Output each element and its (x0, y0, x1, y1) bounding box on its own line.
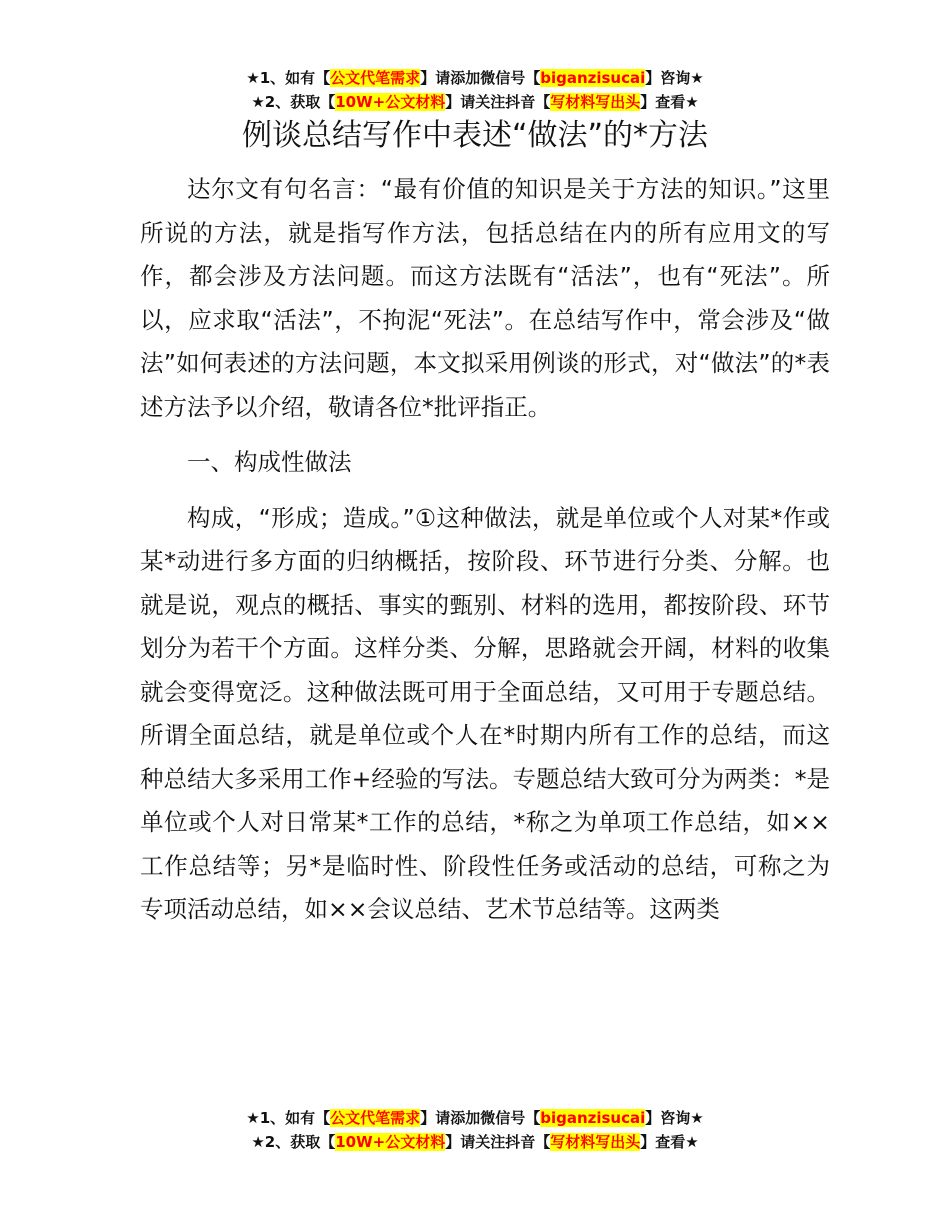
promo-highlight-materials: 10W+公文材料 (335, 1133, 446, 1151)
promo-text: ★1、如有【 (246, 69, 331, 87)
promo-highlight-wechat-id: biganzisucai (540, 69, 646, 87)
promo-highlight-douyin: 写材料写出头 (550, 1133, 641, 1151)
top-promo-banner (0, 66, 950, 114)
promo-highlight-wechat-id: biganzisucai (540, 1109, 646, 1127)
promo-text: 】请关注抖音【 (445, 1133, 551, 1151)
promo-highlight-ghostwriting: 公文代笔需求 (330, 69, 421, 87)
promo-line-materials (0, 1130, 950, 1154)
promo-highlight-ghostwriting: 公文代笔需求 (330, 1109, 421, 1127)
promo-text: 】请添加微信号【 (420, 69, 541, 87)
promo-text: ★2、获取【 (251, 1133, 336, 1151)
promo-text: 】请添加微信号【 (420, 1109, 541, 1127)
bottom-promo-banner (0, 1106, 950, 1154)
promo-text: 】查看★ (640, 1133, 699, 1151)
promo-line-materials (0, 90, 950, 114)
promo-text: 】请关注抖音【 (445, 93, 551, 111)
promo-text: ★2、获取【 (251, 93, 336, 111)
document-title: 例谈总结写作中表述“做法”的*方法 (241, 118, 709, 153)
body-paragraph-intro: 达尔文有句名言：“最有价值的知识是关于方法的知识。”这里所说的方法，就是指写作方法，包括总结在内的所有应用文的写作，都会涉及方法问题。而这方法既有“活法”，也有“死法”。所以，应求取“活法”，不拘泥“死法”。在总结写作中，常会涉及“做法”如何表述的方法问题，本文拟采用例谈的形式，对“做法”的*表述方法予以介绍，敬请各位*批评指正。 (140, 175, 830, 421)
promo-line-ghostwriting (0, 1106, 950, 1130)
promo-highlight-douyin: 写材料写出头 (550, 93, 641, 111)
promo-text: 】咨询★ (645, 1109, 704, 1127)
promo-text: ★1、如有【 (246, 1109, 331, 1127)
promo-line-ghostwriting (0, 66, 950, 90)
promo-highlight-materials: 10W+公文材料 (335, 93, 446, 111)
promo-text: 】咨询★ (645, 69, 704, 87)
document-body (140, 168, 830, 932)
body-paragraph: 构成，“形成；造成。”①这种做法，就是单位或个人对某*作或某*动进行多方面的归纳概括，按阶段、环节进行分类、分解。也就是说，观点的概括、事实的甄别、材料的选用，都按阶段、环节划分为若干个方面。这样分类、分解，思路就会开阔，材料的收集就会变得宽泛。这种做法既可用于全面总结，又可用于专题总结。所谓全面总结，就是单位或个人在*时期内所有工作的总结，而这种总结大多采用工作+经验的写法。专题总结大致可分为两类：*是单位或个人对日常某*工作的总结，*称之为单项工作总结，如××工作总结等；另*是临时性、阶段性任务或活动的总结，可称之为专项活动总结，如××会议总结、艺术节总结等。这两类 (140, 503, 830, 923)
section-heading: 一、构成性做法 (187, 448, 352, 476)
promo-text: 】查看★ (640, 93, 699, 111)
